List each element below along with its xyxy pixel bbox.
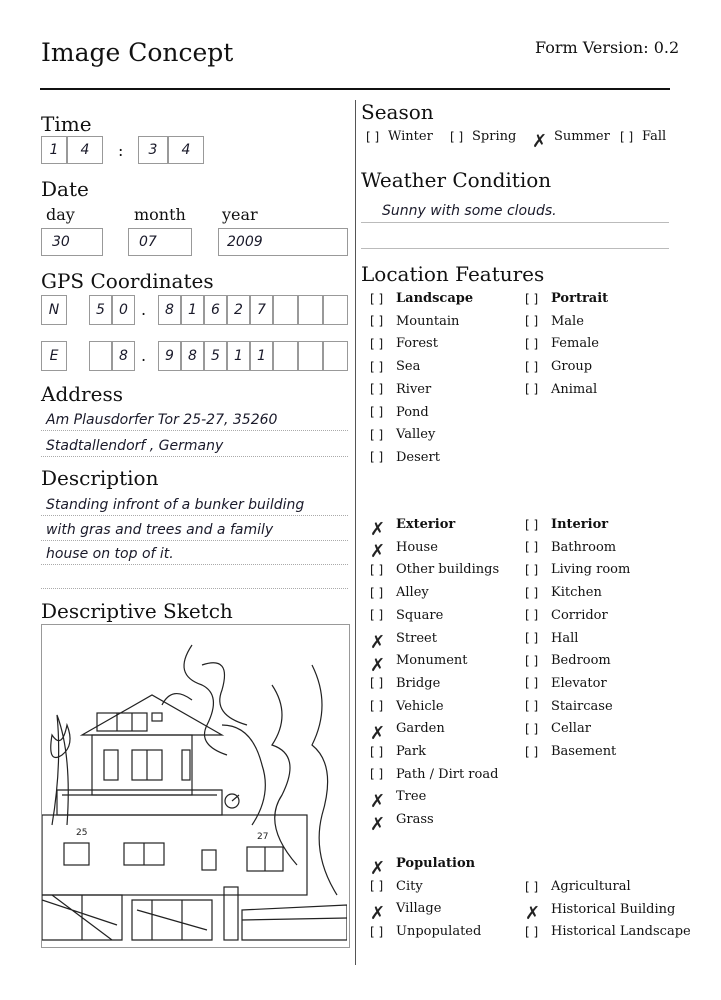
feature-label: Bathroom (551, 539, 617, 555)
gps-e-empty[interactable] (298, 341, 323, 371)
time-hour-digit-2[interactable]: 4 (67, 136, 103, 164)
gps-e-empty[interactable] (89, 341, 112, 371)
feature-label: Alley (396, 585, 429, 601)
checkbox-empty[interactable]: [ ] (370, 608, 384, 623)
checkbox-empty[interactable]: [ ] (525, 517, 539, 532)
checkbox-empty[interactable]: [ ] (525, 291, 539, 306)
feature-village[interactable] (370, 901, 442, 924)
feature-label: Elevator (551, 675, 607, 691)
checkbox-empty[interactable]: [ ] (370, 427, 384, 442)
feature-label: Square (396, 607, 444, 623)
checkbox-empty[interactable]: [ ] (370, 562, 384, 577)
feature-mountain[interactable] (370, 314, 459, 329)
checkbox-empty[interactable]: [ ] (370, 744, 384, 759)
feature-cellar[interactable] (525, 721, 591, 736)
checkbox-empty[interactable]: [ ] (525, 676, 539, 691)
day-label: day (46, 205, 75, 224)
feature-pond[interactable] (370, 405, 429, 420)
location-label: Location Features (361, 262, 545, 286)
feature-living-room[interactable] (525, 562, 630, 577)
gps-e-empty[interactable] (323, 341, 348, 371)
time-label: Time (41, 112, 92, 136)
feature-label: Group (551, 359, 593, 375)
sketch-drawing (42, 625, 347, 945)
description-rule (41, 540, 348, 541)
checkbox-empty[interactable]: [ ] (525, 744, 539, 759)
weather-rule (361, 248, 669, 249)
address-label: Address (41, 382, 123, 406)
checkbox-empty[interactable]: [ ] (525, 653, 539, 668)
season-winter[interactable] (366, 129, 433, 144)
feature-other-buildings[interactable] (370, 562, 499, 577)
check-mark-icon: ✗ (370, 813, 386, 835)
feature-label: Other buildings (396, 562, 500, 578)
gps-e-digit[interactable]: 1 (250, 341, 273, 371)
feature-label: Interior (551, 517, 609, 532)
feature-label: Village (396, 901, 442, 917)
check-mark-icon: ✗ (370, 632, 386, 653)
time-minute-digit-2[interactable]: 4 (168, 136, 204, 164)
check-mark-icon: ✗ (370, 541, 386, 563)
description-rule (41, 564, 348, 565)
feature-label: Grass (396, 812, 434, 828)
feature-agricultural[interactable] (525, 879, 631, 894)
checkbox-empty[interactable]: [ ] (525, 608, 539, 623)
checkbox-empty[interactable]: [ ] (525, 631, 539, 645)
gps-n-empty[interactable] (323, 295, 348, 325)
check-mark-icon: ✗ (370, 722, 386, 744)
year-label: year (222, 205, 258, 224)
feature-vehicle[interactable] (370, 699, 444, 714)
feature-label: Living room (551, 562, 631, 578)
season-spring[interactable] (450, 129, 516, 144)
description-line-3[interactable]: house on top of it. (46, 546, 174, 562)
feature-label: Vehicle (396, 698, 444, 714)
checkbox-empty[interactable]: [ ] (525, 540, 539, 555)
column-divider (355, 100, 356, 965)
gps-e-digit[interactable]: 8 (112, 341, 135, 371)
gps-n-empty[interactable] (298, 295, 323, 325)
gps-e-empty[interactable] (273, 341, 298, 371)
check-mark-icon: ✗ (525, 903, 541, 925)
description-rule (41, 588, 348, 589)
feature-label: City (396, 878, 423, 894)
sketch-number-right: 27 (257, 832, 269, 842)
sketch-label: Descriptive Sketch (41, 599, 233, 623)
gps-n-digit[interactable]: 8 (158, 295, 181, 325)
checkbox-empty[interactable]: [ ] (525, 382, 539, 397)
feature-bridge[interactable] (370, 676, 440, 691)
feature-label: Street (396, 630, 437, 646)
weather-label: Weather Condition (361, 168, 552, 192)
feature-label: Hall (551, 630, 579, 646)
gps-n-dot: . (141, 300, 147, 319)
gps-n-digit[interactable]: 6 (204, 295, 227, 325)
feature-label: Exterior (396, 517, 456, 532)
season-summer[interactable] (532, 129, 610, 152)
feature-desert[interactable] (370, 450, 440, 465)
season-fall[interactable] (620, 129, 666, 144)
feature-exterior[interactable] (370, 517, 456, 540)
feature-label: Landscape (396, 291, 474, 306)
checkbox-empty[interactable]: [ ] (370, 291, 384, 306)
feature-basement[interactable] (525, 744, 616, 759)
checkbox-empty[interactable]: [ ] (366, 129, 380, 144)
feature-label: Pond (396, 404, 429, 420)
season-fall-label: Fall (642, 129, 667, 144)
feature-house[interactable] (370, 539, 438, 563)
sketch-area[interactable] (41, 624, 350, 948)
feature-garden[interactable] (370, 721, 445, 744)
check-mark-icon: ✗ (370, 902, 386, 924)
feature-label: Path / Dirt road (396, 766, 499, 782)
time-hour-digit-1[interactable]: 1 (41, 136, 67, 164)
day-field[interactable]: 30 (41, 228, 103, 256)
feature-unpopulated[interactable] (370, 924, 481, 939)
gps-n-digit[interactable]: 7 (250, 295, 273, 325)
time-separator: : (118, 141, 124, 160)
season-winter-label: Winter (388, 129, 433, 144)
feature-label: Population (396, 856, 476, 871)
gps-n-digit[interactable]: 1 (181, 295, 204, 325)
feature-interior[interactable] (525, 517, 608, 532)
checkbox-empty[interactable]: [ ] (370, 879, 384, 894)
feature-park[interactable] (370, 744, 426, 759)
feature-historical-landscape[interactable] (525, 924, 691, 939)
season-spring-label: Spring (472, 129, 517, 144)
feature-label: Staircase (551, 698, 613, 714)
feature-group[interactable] (525, 359, 592, 374)
checkbox-empty[interactable]: [ ] (370, 676, 384, 691)
feature-valley[interactable] (370, 427, 435, 442)
feature-grass[interactable] (370, 812, 434, 835)
date-label: Date (41, 177, 89, 201)
address-rule (41, 456, 348, 457)
checkbox-empty[interactable]: [ ] (525, 359, 539, 374)
feature-label: Garden (396, 721, 445, 737)
description-label: Description (41, 466, 159, 490)
time-minute-digit-1[interactable]: 3 (138, 136, 168, 164)
feature-label: Forest (396, 336, 438, 352)
gps-e-direction[interactable]: E (41, 341, 67, 371)
check-mark-icon: ✗ (370, 654, 386, 676)
month-field[interactable]: 07 (128, 228, 192, 256)
gps-label: GPS Coordinates (41, 269, 214, 293)
feature-historical-building[interactable] (525, 901, 676, 925)
form-version: Form Version: 0.2 (535, 38, 680, 57)
sketch-number-left: 25 (76, 828, 88, 838)
feature-city[interactable] (370, 879, 423, 894)
feature-label: Park (396, 744, 427, 759)
feature-label: Kitchen (551, 585, 602, 601)
checkbox-empty[interactable]: [ ] (370, 382, 384, 397)
form-title: Image Concept (41, 38, 234, 67)
checkbox-empty[interactable]: [ ] (370, 359, 384, 374)
checkbox-empty[interactable]: [ ] (620, 129, 634, 144)
checkbox-empty[interactable]: [ ] (525, 336, 539, 351)
feature-label: Corridor (551, 607, 608, 623)
feature-alley[interactable] (370, 585, 429, 600)
checkbox-empty[interactable]: [ ] (525, 699, 539, 714)
description-rule (41, 515, 348, 516)
feature-label: Unpopulated (396, 924, 482, 940)
feature-hall[interactable] (525, 631, 578, 646)
check-mark-icon: ✗ (370, 790, 386, 812)
feature-path-dirt-road[interactable] (370, 767, 498, 782)
feature-sea[interactable] (370, 359, 420, 374)
gps-e-digit[interactable]: 5 (204, 341, 227, 371)
feature-monument[interactable] (370, 653, 468, 676)
checkbox-empty[interactable]: [ ] (370, 924, 384, 939)
gps-n-digit[interactable]: 2 (227, 295, 250, 325)
year-field[interactable]: 2009 (218, 228, 348, 256)
gps-n-empty[interactable] (273, 295, 298, 325)
checkbox-empty[interactable]: [ ] (525, 314, 539, 329)
feature-label: Valley (396, 427, 436, 443)
gps-n-direction[interactable]: N (41, 295, 67, 325)
feature-street[interactable] (370, 630, 437, 653)
address-line-1[interactable]: Am Plausdorfer Tor 25-27, 35260 (46, 412, 278, 428)
season-summer-label: Summer (554, 129, 610, 144)
check-mark-icon: ✗ (532, 130, 548, 152)
feature-label: Sea (396, 359, 421, 375)
checkbox-empty[interactable]: [ ] (370, 767, 384, 782)
feature-label: Monument (396, 653, 468, 669)
season-label: Season (361, 100, 434, 124)
feature-label: Desert (396, 449, 440, 465)
feature-label: Animal (551, 381, 598, 397)
feature-male[interactable] (525, 314, 584, 329)
checkbox-empty[interactable]: [ ] (525, 879, 539, 894)
feature-label: Male (551, 313, 584, 329)
check-mark-icon: ✗ (370, 857, 386, 879)
feature-label: Historical Building (551, 901, 676, 917)
checkbox-empty[interactable]: [ ] (525, 721, 539, 736)
weather-rule (361, 222, 669, 223)
checkbox-empty[interactable]: [ ] (370, 314, 384, 329)
feature-label: Mountain (396, 313, 460, 329)
checkbox-empty[interactable]: [ ] (370, 699, 384, 714)
feature-label: Female (551, 336, 599, 352)
weather-value[interactable]: Sunny with some clouds. (382, 203, 557, 219)
feature-landscape[interactable] (370, 291, 473, 306)
description-line-2[interactable]: with gras and trees and a family (46, 522, 274, 538)
feature-female[interactable] (525, 336, 599, 351)
gps-e-digit[interactable]: 9 (158, 341, 181, 371)
check-mark-icon: ✗ (370, 518, 386, 540)
feature-label: Basement (551, 744, 617, 759)
feature-bathroom[interactable] (525, 540, 616, 555)
checkbox-empty[interactable]: [ ] (525, 924, 539, 939)
feature-label: Bridge (396, 675, 441, 691)
checkbox-empty[interactable]: [ ] (370, 405, 384, 419)
feature-kitchen[interactable] (525, 585, 602, 600)
gps-e-dot: . (141, 346, 147, 365)
gps-n-digit[interactable]: 5 (89, 295, 112, 325)
checkbox-empty[interactable]: [ ] (525, 562, 539, 577)
feature-square[interactable] (370, 608, 443, 623)
feature-label: Agricultural (551, 879, 631, 894)
feature-label: Portrait (551, 291, 609, 306)
feature-label: House (396, 539, 438, 555)
feature-population[interactable] (370, 856, 476, 879)
feature-staircase[interactable] (525, 699, 613, 714)
feature-tree[interactable] (370, 789, 427, 812)
checkbox-empty[interactable]: [ ] (525, 585, 539, 600)
feature-portrait[interactable] (525, 291, 608, 306)
checkbox-empty[interactable]: [ ] (370, 336, 384, 351)
checkbox-empty[interactable]: [ ] (450, 129, 464, 144)
checkbox-empty[interactable]: [ ] (370, 585, 384, 600)
month-label: month (134, 205, 186, 224)
feature-elevator[interactable] (525, 676, 607, 691)
address-rule (41, 430, 348, 431)
address-line-2[interactable]: Stadtallendorf , Germany (46, 438, 224, 454)
gps-e-digit[interactable]: 8 (181, 341, 204, 371)
feature-label: Bedroom (551, 653, 611, 669)
feature-label: River (396, 381, 432, 397)
feature-river[interactable] (370, 382, 431, 397)
header-rule (40, 88, 670, 90)
feature-label: Cellar (551, 721, 591, 737)
checkbox-empty[interactable]: [ ] (370, 450, 384, 465)
feature-corridor[interactable] (525, 608, 608, 623)
gps-e-digit[interactable]: 1 (227, 341, 250, 371)
gps-n-digit[interactable]: 0 (112, 295, 135, 325)
feature-label: Historical Landscape (551, 924, 691, 940)
feature-forest[interactable] (370, 336, 438, 351)
feature-animal[interactable] (525, 382, 597, 397)
feature-label: Tree (396, 789, 427, 805)
description-line-1[interactable]: Standing infront of a bunker building (46, 497, 305, 513)
feature-bedroom[interactable] (525, 653, 611, 668)
